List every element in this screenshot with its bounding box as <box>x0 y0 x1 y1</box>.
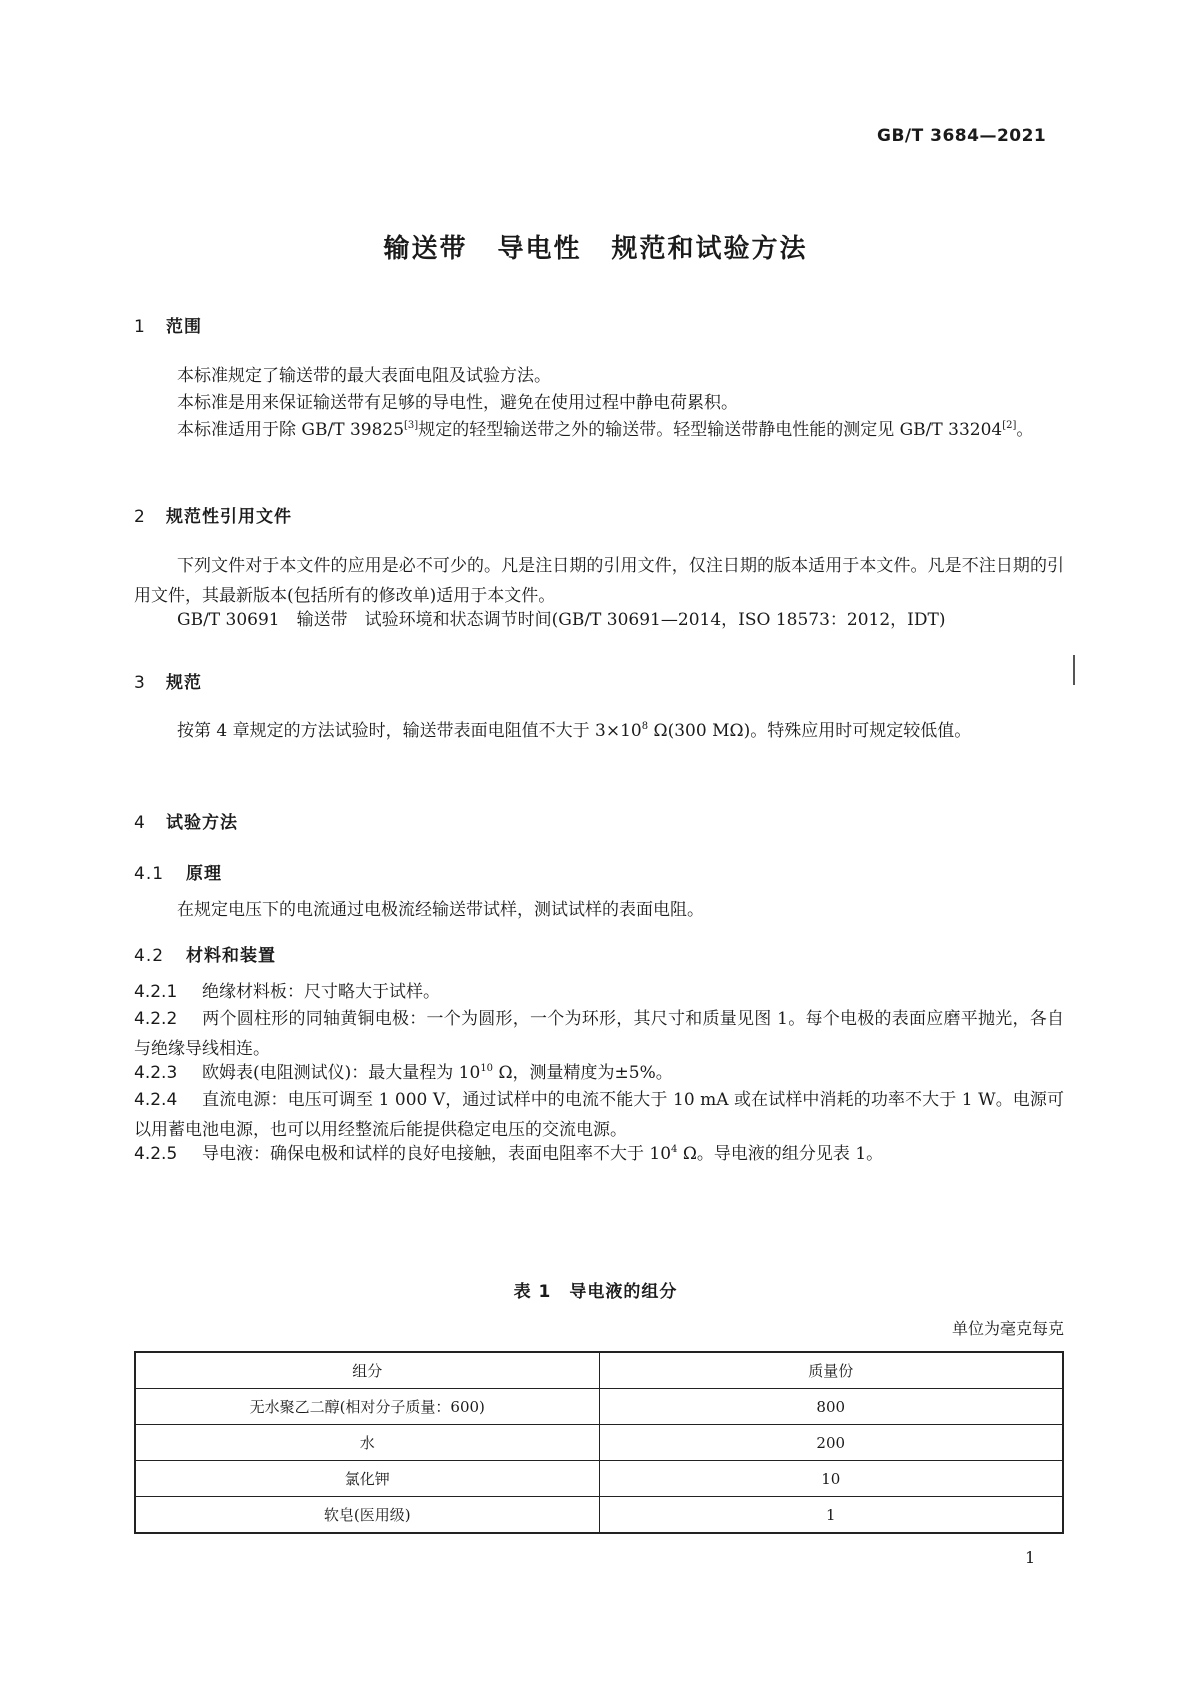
composition-table <box>134 1351 1064 1534</box>
section-number: 2 <box>134 507 146 527</box>
section-number: 1 <box>134 317 146 337</box>
section-number: 4.2 <box>134 946 165 966</box>
section-number: 4 <box>134 813 146 833</box>
clause-number: 4.2.5 <box>134 1144 178 1164</box>
s1-p3-text-c: 。 <box>1016 420 1034 440</box>
clause-4-2-2 <box>134 1004 1064 1064</box>
reference-2: [2] <box>1002 420 1017 431</box>
s1-p3-text-a: 本标准适用于除 GB/T 39825 <box>177 420 405 440</box>
clause-4-2-1 <box>134 977 1064 1007</box>
page-title <box>0 228 1191 265</box>
section-4-2-heading <box>134 941 276 966</box>
standard-code: GB/T 3684—2021 <box>877 126 1047 146</box>
title-part-2: 导电性 <box>497 234 582 264</box>
s1-paragraph-3 <box>134 415 1064 445</box>
clause-number: 4.2.3 <box>134 1063 178 1083</box>
title-part-3: 规范和试验方法 <box>611 234 808 264</box>
parts-cell: 800 <box>599 1389 1063 1425</box>
exponent: 10 <box>480 1063 494 1074</box>
title-part-1: 输送带 <box>383 234 468 264</box>
clause-text: 直流电源：电压可调至 1 000 V，通过试样中的电流不能大于 10 mA 或在试样中消耗的功率不大于 1 W。电源可以用蓄电池电源，也可以用经整流后能提供稳定电压的交流电源。 <box>134 1090 1064 1140</box>
clause-text-b: Ω，测量精度为±5%。 <box>493 1063 673 1083</box>
table-unit: 单位为毫克每克 <box>951 1319 1064 1338</box>
component-cell: 水 <box>135 1425 599 1461</box>
s3-text-a: 按第 4 章规定的方法试验时，输送带表面电阻值不大于 3×10 <box>177 721 642 741</box>
section-number: 3 <box>134 673 146 693</box>
table-row <box>135 1425 1063 1461</box>
s41-paragraph: 在规定电压下的电流通过电极流经输送带试样，测试试样的表面电阻。 <box>177 900 704 920</box>
s2-paragraph-1: 下列文件对于本文件的应用是必不可少的。凡是注日期的引用文件，仅注日期的版本适用于本文件。凡是不注日期的引用文件，其最新版本(包括所有的修改单)适用于本文件。 <box>134 556 1064 606</box>
section-title: 试验方法 <box>166 813 238 833</box>
section-4-heading <box>134 808 238 833</box>
clause-text: 两个圆柱形的同轴黄铜电极：一个为圆形，一个为环形，其尺寸和质量见图 1。每个电极的表面应磨平抛光，各自与绝缘导线相连。 <box>134 1009 1064 1059</box>
reference-3: [3] <box>404 420 419 431</box>
section-title: 材料和装置 <box>186 946 276 966</box>
component-cell: 氯化钾 <box>135 1461 599 1497</box>
parts-cell: 1 <box>599 1497 1063 1534</box>
component-cell: 软皂(医用级) <box>135 1497 599 1534</box>
section-4-1-heading <box>134 859 222 884</box>
section-number: 4.1 <box>134 864 165 884</box>
component-cell: 无水聚乙二醇(相对分子质量：600) <box>135 1389 599 1425</box>
clause-text-b: Ω。导电液的组分见表 1。 <box>677 1144 884 1164</box>
table-row <box>135 1389 1063 1425</box>
column-header-parts: 质量份 <box>599 1352 1063 1389</box>
clause-text: 绝缘材料板：尺寸略大于试样。 <box>202 982 440 1002</box>
section-2-heading <box>134 502 292 527</box>
clause-text-a: 导电液：确保电极和试样的良好电接触，表面电阻率不大于 10 <box>202 1144 672 1164</box>
clause-number: 4.2.4 <box>134 1090 178 1110</box>
s1-paragraph-1: 本标准规定了输送带的最大表面电阻及试验方法。 <box>177 366 551 386</box>
column-header-component: 组分 <box>135 1352 599 1389</box>
table-row <box>135 1497 1063 1534</box>
s2-reference-line: GB/T 30691 输送带 试验环境和状态调节时间(GB/T 30691—2014，ISO 18573：2012，IDT) <box>177 610 946 630</box>
s1-p3-text-b: 规定的轻型输送带之外的输送带。轻型输送带静电性能的测定见 GB/T 33204 <box>418 420 1003 440</box>
exponent: 8 <box>641 721 649 732</box>
clause-number: 4.2.2 <box>134 1009 178 1029</box>
revision-bar <box>1073 655 1075 685</box>
section-title: 范围 <box>166 317 202 337</box>
clause-number: 4.2.1 <box>134 982 178 1002</box>
table-title: 表 1 导电液的组分 <box>513 1282 678 1302</box>
clause-4-2-5 <box>134 1139 1064 1169</box>
s3-text-b: Ω(300 MΩ)。特殊应用时可规定较低值。 <box>648 721 972 741</box>
page-number: 1 <box>1025 1548 1036 1567</box>
s3-paragraph-1 <box>134 716 1064 746</box>
s1-paragraph-2: 本标准是用来保证输送带有足够的导电性，避免在使用过程中静电荷累积。 <box>177 393 738 413</box>
exponent: 4 <box>671 1144 678 1155</box>
table-row <box>135 1461 1063 1497</box>
parts-cell: 200 <box>599 1425 1063 1461</box>
section-1-heading <box>134 312 202 337</box>
clause-text-a: 欧姆表(电阻测试仪)：最大量程为 10 <box>202 1063 481 1083</box>
table-header-row <box>135 1352 1063 1389</box>
parts-cell: 10 <box>599 1461 1063 1497</box>
section-title: 原理 <box>186 864 222 884</box>
section-title: 规范 <box>166 673 202 693</box>
clause-4-2-3 <box>134 1058 1064 1088</box>
section-3-heading <box>134 668 202 693</box>
clause-4-2-4 <box>134 1085 1064 1145</box>
section-title: 规范性引用文件 <box>166 507 292 527</box>
